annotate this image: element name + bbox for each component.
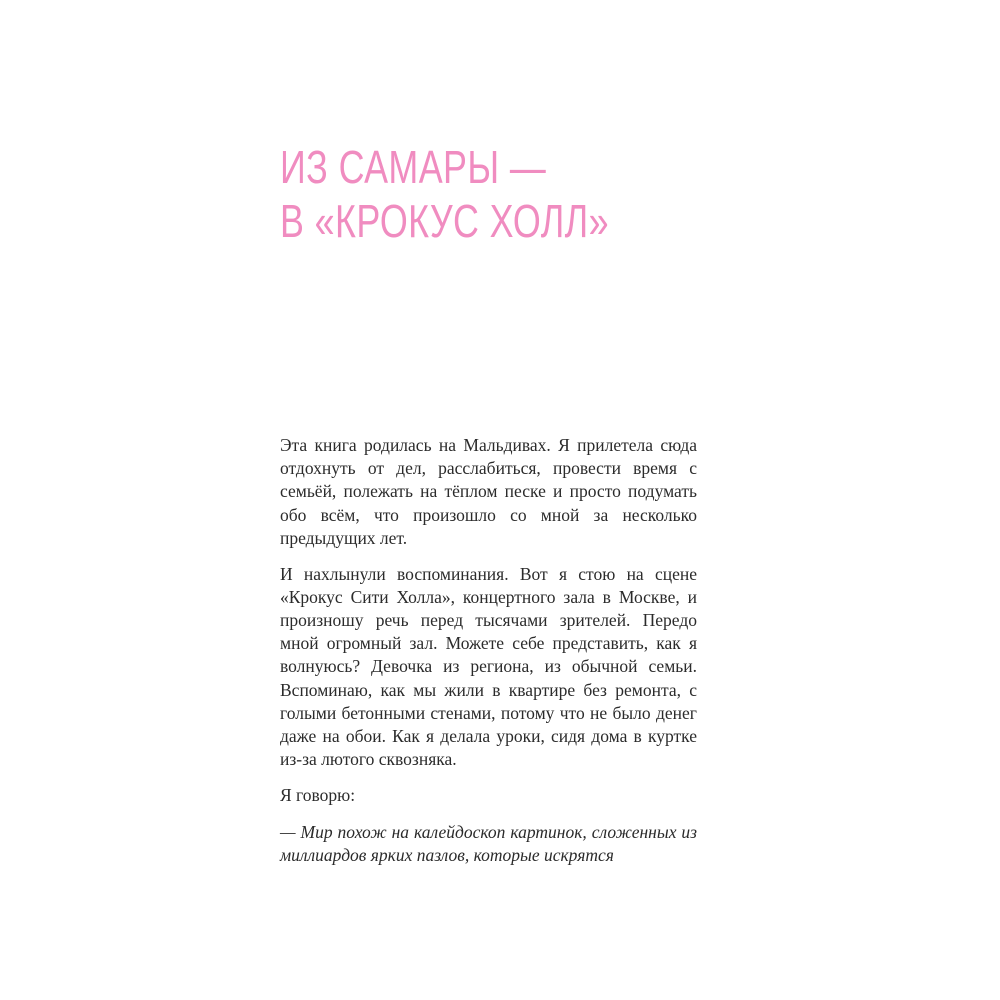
- chapter-title-line-2: В «КРОКУС ХОЛЛ»: [280, 195, 609, 247]
- chapter-body: [280, 434, 697, 880]
- paragraph: Я говорю:: [280, 784, 356, 805]
- paragraph: Эта книга родилась на Мальдивах. Я прилетела сюда отдохнуть от дел, расслабиться, провести время с семьёй, полежать на тёплом песке и просто подумать обо всём, что произошло со мной за несколько предыдущих лет.: [280, 435, 697, 548]
- chapter-title-line-1: ИЗ САМАРЫ —: [280, 141, 547, 193]
- quote-paragraph: — Мир похож на калейдоскоп картинок, сложенных из миллиардов ярких пазлов, которые искрятся: [280, 822, 697, 866]
- paragraph: И нахлынули воспоминания. Вот я стою на сцене «Крокус Сити Холла», концертного зала в Москве, и произношу речь перед тысячами зрителей. Передо мной огромный зал. Можете себе представить, как я волнуюсь? Девочка из региона, из обычной семьи. Вспоминаю, как мы жили в квартире без ремонта, с голыми бетонными стенами, потому что не было денег даже на обои. Как я делала уроки, сидя дома в куртке из-за лютого сквозняка.: [280, 563, 697, 770]
- chapter-title: [280, 140, 623, 248]
